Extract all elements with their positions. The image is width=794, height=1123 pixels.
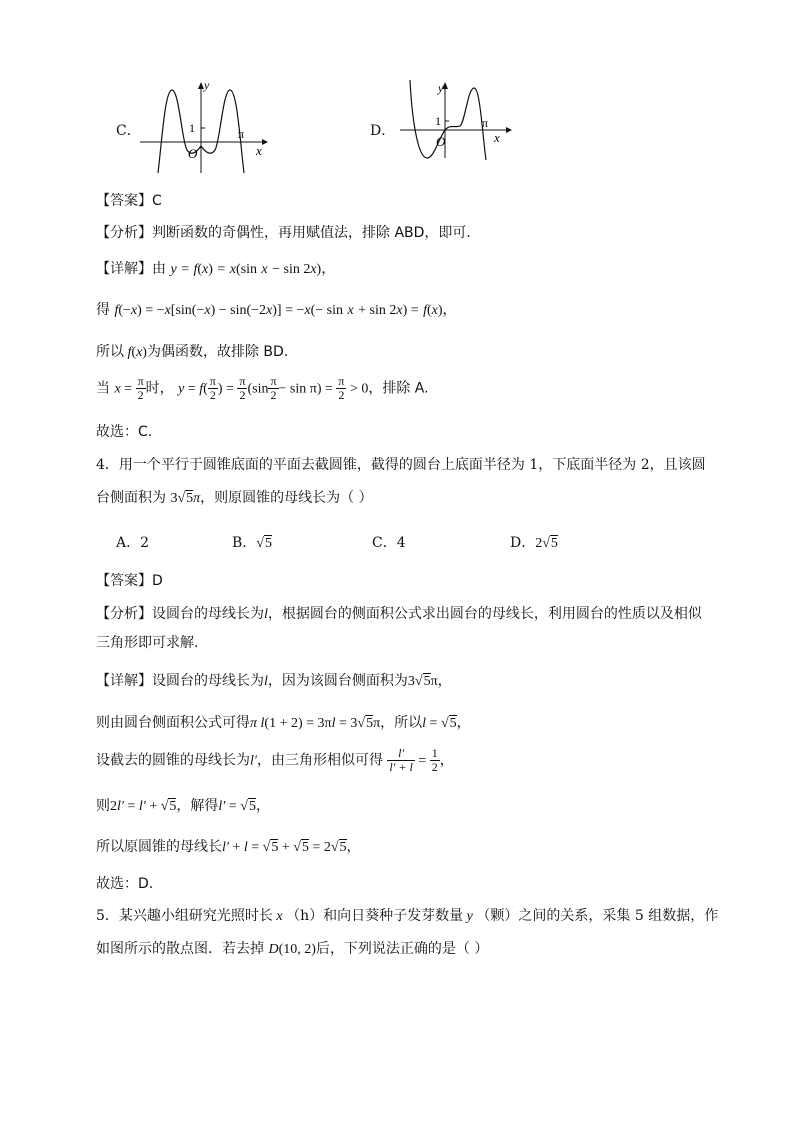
q4-detail-line5: 所以原圆锥的母线长l′ + l = √5 + √5 = 2√5， <box>96 839 361 855</box>
q4-detail-line3: 设截去的圆锥的母线长为l′，由三角形相似可得 $\frac{l'}{l' + l}$ = $\frac{1}{2}$ ， <box>96 746 454 774</box>
q4-option-c: C．4 <box>372 535 406 551</box>
q5-stem-line2: 如图所示的散点图．若去掉 D(10, 2)后，下列说法正确的是（ ） <box>96 941 489 957</box>
graph-c-one: 1 <box>189 121 195 135</box>
graph-d-y-label: y <box>438 81 444 95</box>
graph-c-pi: π <box>238 127 245 141</box>
analysis-tag: 【分析】 <box>96 606 152 622</box>
answer-tag: 【答案】 <box>96 193 152 209</box>
q4-detail-line2: 则由圆台侧面积公式可得π l(1 + 2) = 3πl = 3√5π，所以l = √5， <box>96 715 471 731</box>
graph-d-x-arrow <box>506 127 512 133</box>
q4-analysis-line1: 【分析】设圆台的母线长为l，根据圆台的侧面积公式求出圆台的母线长，利用圆台的性质以及相似 <box>96 606 702 622</box>
q3-detail-line1: 【详解】由 y = f(x) = x(sin x − sin 2x)， <box>96 261 336 277</box>
q4-stem-line2: 台侧面积为 3√5π，则原圆锥的母线长为（ ） <box>96 490 373 506</box>
graph-c-x-arrow <box>262 139 268 145</box>
option-d-label: D． <box>370 123 396 139</box>
graph-c-origin: O <box>188 146 198 161</box>
q4-option-b: B．√5 <box>232 535 272 551</box>
q5-stem-line1: 5．某兴趣小组研究光照时长 x （h）和向日葵种子发芽数量 y （颗）之间的关系，采集 5 组数据，作 <box>96 908 719 924</box>
analysis-tag: 【分析】 <box>96 225 152 241</box>
q4-analysis-line2: 三角形即可求解. <box>96 635 199 651</box>
q3-conclusion: 故选：C. <box>96 424 153 440</box>
graph-d-origin: O <box>436 134 446 149</box>
graph-d-pi: π <box>482 116 489 130</box>
q3-answer-line <box>96 190 162 210</box>
q4-conclusion: 故选：D. <box>96 876 154 892</box>
answer-tag: 【答案】 <box>96 573 152 589</box>
q3-detail-line2: 得 f(−x) = −x[sin(−x) − sin(−2x)] = −x(− sin x + sin 2x) = f(x)， <box>96 302 457 318</box>
graph-c-x-label: x <box>256 143 262 158</box>
option-c-label: C． <box>116 123 141 139</box>
q4-stem-line1: 4．用一个平行于圆锥底面的平面去截圆锥，截得的圆台上底面半径为 1，下底面半径为 2，且该圆 <box>96 457 706 473</box>
graph-d <box>398 80 513 160</box>
graph-d-curve <box>410 80 489 160</box>
q4-detail-line4: 则2l′ = l′ + √5，解得l′ = √5， <box>96 798 270 814</box>
q4-answer: D <box>152 573 163 589</box>
graph-d-one: 1 <box>435 114 441 128</box>
q4-answer-line <box>96 570 163 590</box>
q3-answer: C <box>152 193 162 209</box>
q3-detail-line3: 所以 f(x)为偶函数，故排除 BD. <box>96 344 289 360</box>
graph-c <box>138 80 268 175</box>
q3-analysis: 判断函数的奇偶性，再用赋值法，排除 ABD，即可. <box>152 225 471 241</box>
q3-detail-line4: 当 x = $\frac{\pi}{2}$ 时， y = f( $\frac{\pi}{2}$ ) = $\frac{\pi}{2}$ (sin $\frac{\pi}{2}$ − sin π) = $\frac{\pi}{2}$ > 0，排除 A. <box>96 374 429 402</box>
q4-option-d: D．2√5 <box>510 535 558 551</box>
q4-detail-line1: 【详解】设圆台的母线长为l，因为该圆台侧面积为3√5π， <box>96 673 452 689</box>
detail-tag: 【详解】 <box>96 673 152 689</box>
detail-tag: 【详解】 <box>96 261 152 277</box>
graph-c-y-label: y <box>204 80 210 92</box>
q4-option-a: A．2 <box>116 535 150 551</box>
q3-analysis-line <box>96 222 471 242</box>
graph-d-x-label: x <box>494 130 500 145</box>
